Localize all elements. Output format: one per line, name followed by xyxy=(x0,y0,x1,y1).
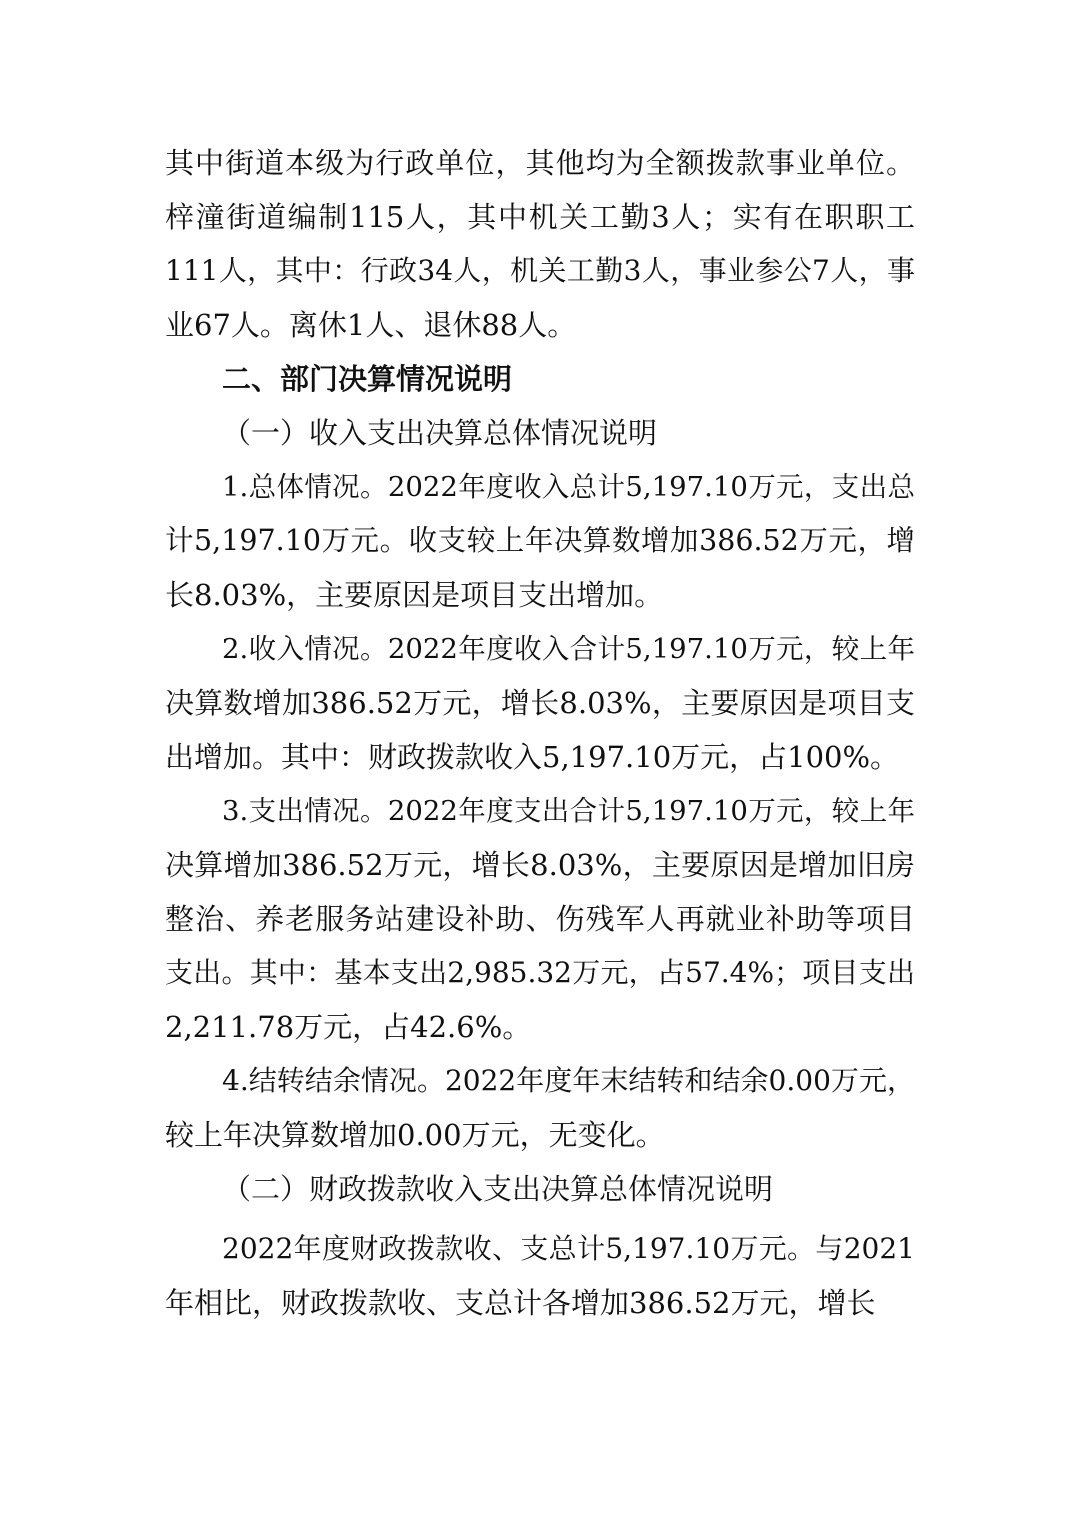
paragraph-line: 4.结转结余情况。2022年度年末结转和结余0.00万元， xyxy=(222,1064,915,1097)
section-heading: 二、部门决算情况说明 xyxy=(222,362,513,396)
paragraph-line: 决算数增加386.52万元，增长8.03%，主要原因是项目支 xyxy=(165,686,915,720)
paragraph-line: 3.支出情况。2022年度支出合计5,197.10万元，较上年 xyxy=(222,795,915,827)
paragraph-line: 出增加。其中：财政拨款收入5,197.10万元，占100%。 xyxy=(165,740,900,774)
paragraph-line: 支出。其中：基本支出2,985.32万元，占57.4%；项目支出 xyxy=(165,956,915,989)
paragraph-line: 整治、养老服务站建设补助、伤残军人再就业补助等项目 xyxy=(165,902,915,936)
subsection-heading: （一）收入支出决算总体情况说明 xyxy=(222,416,658,450)
paragraph-line: 2022年度财政拨款收、支总计5,197.10万元。与2021 xyxy=(222,1232,915,1265)
paragraph-line: 111人，其中：行政34人，机关工勤3人，事业参公7人，事 xyxy=(165,254,915,287)
paragraph-line: 较上年决算数增加0.00万元，无变化。 xyxy=(165,1118,665,1152)
paragraph-line: 决算增加386.52万元，增长8.03%，主要原因是增加旧房 xyxy=(165,848,915,882)
subsection-heading: （二）财政拨款收入支出决算总体情况说明 xyxy=(222,1172,774,1206)
paragraph-line: 年相比，财政拨款收、支总计各增加386.52万元，增长 xyxy=(165,1286,876,1320)
paragraph-line: 计5,197.10万元。收支较上年决算数增加386.52万元，增 xyxy=(165,524,915,557)
paragraph-line: 2,211.78万元，占42.6%。 xyxy=(165,1010,532,1044)
paragraph-line: 梓潼街道编制115人，其中机关工勤3人；实有在职职工 xyxy=(165,200,915,234)
paragraph-line: 长8.03%，主要原因是项目支出增加。 xyxy=(165,578,664,612)
paragraph-line: 1.总体情况。2022年度收入总计5,197.10万元，支出总 xyxy=(222,471,915,503)
paragraph-line: 2.收入情况。2022年度收入合计5,197.10万元，较上年 xyxy=(222,633,915,665)
paragraph-line: 业67人。离休1人、退休88人。 xyxy=(165,308,577,342)
paragraph-line: 其中街道本级为行政单位，其他均为全额拨款事业单位。 xyxy=(165,146,915,180)
